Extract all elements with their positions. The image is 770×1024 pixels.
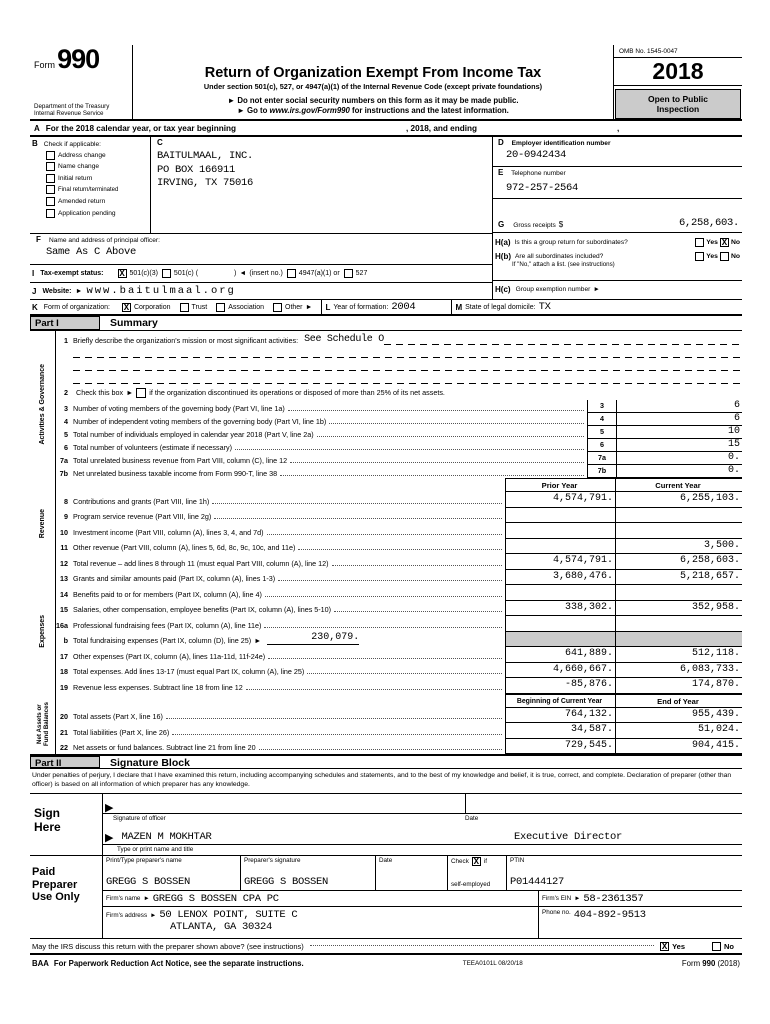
arrow-right-icon: ► <box>227 96 236 105</box>
line8-prior[interactable]: 4,574,791. <box>505 492 615 508</box>
line12-prior[interactable]: 4,574,791. <box>505 554 615 570</box>
checkbox-final-return[interactable]: Final return/terminated <box>46 185 150 194</box>
form-footer: BAA For Paperwork Reduction Act Notice, see the separate instructions. TEEA0101L 08/20/18 Form 990 (2018) <box>32 958 740 968</box>
line18-prior[interactable]: 4,660,667. <box>505 663 615 679</box>
status-501c3-checkbox[interactable]: X <box>119 269 125 279</box>
line-19: 19 Revenue less expenses. Subtract line 18 from line 12 -85,876. 174,870. <box>60 679 740 692</box>
line12-current[interactable]: 6,258,603. <box>615 554 742 570</box>
org-address1[interactable]: PO BOX 166911 <box>157 163 236 176</box>
form-header <box>30 45 742 121</box>
arrow-right-icon: ► <box>305 303 313 311</box>
line10-prior[interactable] <box>505 523 615 539</box>
discontinued-label: Check this box <box>76 388 124 397</box>
arrow-right-icon: ► <box>75 287 83 295</box>
hb-note: If "No," attach a list. (see instructions) <box>512 261 615 268</box>
line-17: 17 Other expenses (Part IX, column (A), lines 11a-11d, 11f-24e) 641,889. 512,118. <box>60 648 740 661</box>
discontinued-checkbox[interactable] <box>136 388 146 398</box>
letter-e: E <box>498 168 504 177</box>
firm-phone[interactable]: 404-892-9513 <box>573 909 646 921</box>
line19-prior[interactable]: -85,876. <box>505 678 615 694</box>
checkbox-name-change[interactable]: Name change <box>46 162 150 171</box>
checkbox-application-pending[interactable]: Application pending <box>46 209 150 218</box>
application-pending-checkbox[interactable] <box>46 209 55 218</box>
sign-here-block <box>30 793 742 856</box>
line13-prior[interactable]: 3,680,476. <box>505 570 615 586</box>
line-9: 9 Program service revenue (Part VIII, line 2g) <box>56 508 742 524</box>
line-14: 14 Benefits paid to or for members (Part IX, column (A), line 4) <box>56 585 742 601</box>
org-name[interactable]: BAITULMAAL, INC. <box>157 150 254 162</box>
line-16b: b Total fundraising expenses (Part IX, column (D), line 25) ► 230,079. <box>56 632 742 648</box>
gov-line-7a: 7a Total unrelated business revenue from Part VIII, column (C), line 12 7a 0. <box>60 452 740 465</box>
line14-current[interactable] <box>615 585 742 601</box>
expenses-side-label: Expenses <box>38 615 46 648</box>
sign-arrow-icon: ▶ <box>105 802 114 814</box>
balance-columns-header <box>56 694 742 708</box>
checkbox-amended-return[interactable]: Amended return <box>46 197 150 206</box>
status-4947-checkbox[interactable] <box>287 269 296 278</box>
mission-blank-line[interactable] <box>73 358 742 371</box>
gov-value-4[interactable]: 6 <box>617 413 742 426</box>
form-number: 990 <box>57 44 100 74</box>
domicile-label: State of legal domicile: <box>465 303 536 311</box>
phone-label: Telephone number <box>511 170 566 177</box>
phone-no-label: Phone no. <box>542 909 571 916</box>
gov-value-5[interactable]: 10 <box>617 426 742 439</box>
website-url[interactable]: www.baitulmaal.org <box>86 285 236 297</box>
letter-ha: H(a) <box>495 237 511 247</box>
treasury-line2: Internal Revenue Service <box>34 110 104 117</box>
letter-k: K <box>32 302 38 312</box>
arrow-right-icon: ► <box>237 106 245 115</box>
open-to-public-badge: Open to Public Inspection <box>615 89 741 119</box>
subordinates-label: Are all subordinates included? <box>515 253 604 260</box>
fundraising-expenses-value[interactable]: 230,079. <box>267 632 359 645</box>
line10-current[interactable] <box>615 523 742 539</box>
year-columns-header <box>56 478 742 492</box>
hb-no-checkbox[interactable] <box>720 252 729 261</box>
phone-value[interactable]: 972-257-2564 <box>506 182 579 194</box>
line-15: 15 Salaries, other compensation, employee benefits (Part IX, column (A), lines 5-10) 338,302. 352,958. <box>60 601 740 614</box>
gov-line-3: 3 Number of voting members of the governing body (Part VI, line 1a) 3 6 <box>64 400 740 413</box>
form-word: Form <box>34 60 55 70</box>
principal-officer-label: Name and address of principal officer: <box>48 237 160 244</box>
governance-side-label: Activities & Governance <box>38 364 46 445</box>
prior-year-header: Prior Year <box>505 478 615 492</box>
gov-line-5: 5 Total number of individuals employed in calendar year 2018 (Part V, line 2a) 5 10 <box>64 426 740 439</box>
line-18: 18 Total expenses. Add lines 13-17 (must equal Part IX, column (A), line 25) 4,660,667. 6,083,733. <box>60 663 740 676</box>
gov-line-7b: 7b Net unrelated business taxable income from Form 990-T, line 38 7b 0. <box>59 465 740 478</box>
date-label: Date <box>465 815 479 822</box>
principal-officer-box <box>30 233 492 264</box>
preparer-signature[interactable]: GREGG S BOSSEN <box>244 876 329 888</box>
form-990 <box>30 45 742 971</box>
line-12: 12 Total revenue – add lines 8 through 11 (must equal Part VIII, column (A), line 12) 4,574,791. 6,258,603. <box>60 555 740 568</box>
part1-label: Part I <box>30 316 100 330</box>
type-print-label: Type or print name and title <box>117 846 194 853</box>
tax-exempt-status-row: I Tax-exempt status: X 501(c)(3) 501(c) ( ) ◄ (insert no.) 4947(a)(1) or 527 <box>30 264 492 282</box>
net-assets-side-label: Net Assets or Fund Balances <box>35 701 50 746</box>
irs-discuss-label: May the IRS discuss this return with the preparer shown above? (see instructions) <box>32 941 304 951</box>
status-527-checkbox[interactable] <box>344 269 353 278</box>
form-number-block <box>30 45 132 119</box>
checkboxes-b <box>30 137 150 233</box>
letter-hc: H(c) <box>495 285 511 294</box>
firm-name[interactable]: GREGG S BOSSEN CPA PC <box>152 892 279 905</box>
hb-yes-checkbox[interactable] <box>695 252 704 261</box>
line-22: 22 Net assets or fund balances. Subtract line 21 from line 20 729,545. 904,415. <box>60 739 740 752</box>
line18-current[interactable]: 6,083,733. <box>615 663 742 679</box>
goto-text2: for instructions and the latest information. <box>352 106 509 115</box>
line16a-current[interactable] <box>615 616 742 632</box>
line-20: 20 Total assets (Part X, line 16) 764,132. 955,439. <box>60 708 740 721</box>
row-tax-year: A For the 2018 calendar year, or tax year beginning , 2018, and ending , <box>30 121 742 137</box>
group-return-label: Is this a group return for subordinates? <box>514 238 628 246</box>
line19-current[interactable]: 174,870. <box>615 678 742 694</box>
org-address-box <box>150 137 492 233</box>
ein-value[interactable]: 20-0942434 <box>506 149 567 161</box>
gov-value-7a[interactable]: 0. <box>617 452 742 465</box>
line21-end[interactable]: 51,024. <box>615 723 742 739</box>
preparer-date-label: Date <box>379 857 393 864</box>
line22-begin[interactable]: 729,545. <box>505 739 615 755</box>
part1-header <box>30 316 742 331</box>
ptin-label: PTIN <box>510 857 525 864</box>
part2-header <box>30 754 742 769</box>
form-of-org-label: Form of organization: <box>43 303 110 311</box>
line13-current[interactable]: 5,218,657. <box>615 570 742 586</box>
firm-address-label: Firm's address <box>106 911 148 919</box>
firm-ein-label: Firm's EIN <box>542 895 572 902</box>
firm-address2[interactable]: ATLANTA, GA 30324 <box>170 921 273 933</box>
initial-return-checkbox[interactable] <box>46 174 55 183</box>
line-21: 21 Total liabilities (Part X, line 26) 34,587. 51,024. <box>60 724 740 737</box>
revenue-side-label: Revenue <box>38 509 46 539</box>
entity-block <box>30 137 742 299</box>
org-corporation-checkbox[interactable]: X <box>123 302 130 313</box>
form-title: Return of Organization Exempt From Income Tax <box>204 65 542 81</box>
teea-code: TEEA0101L 08/20/18 <box>462 959 523 967</box>
letter-g: G <box>498 220 505 229</box>
ha-no-checkbox[interactable]: X <box>721 237 728 248</box>
ha-yes-checkbox[interactable] <box>695 238 704 247</box>
arrow-right-icon: ► <box>593 286 600 293</box>
sign-here-caption: Sign Here <box>34 806 61 834</box>
arrow-right-icon: ► <box>574 895 581 902</box>
line21-begin[interactable]: 34,587. <box>505 723 615 739</box>
year-formation-label: Year of formation: <box>333 303 389 311</box>
final-return-checkbox[interactable] <box>46 185 55 194</box>
line-13: 13 Grants and similar amounts paid (Part IX, column (A), lines 1-3) 3,680,476. 5,218,657. <box>60 570 740 583</box>
org-other-checkbox[interactable] <box>273 303 282 312</box>
arrow-right-icon: ► <box>126 388 134 397</box>
line16a-prior[interactable] <box>505 616 615 632</box>
sign-arrow-icon: ▶ <box>105 832 114 844</box>
paid-preparer-caption: Paid Preparer Use Only <box>32 866 80 903</box>
ssn-warning: Do not enter social security numbers on this form as it may be made public. <box>237 96 519 105</box>
letter-b: B <box>32 139 38 148</box>
line16b-prior-shaded <box>505 632 615 648</box>
letter-a: A <box>34 124 40 133</box>
preparer-name-label: Print/Type preparer's name <box>106 857 182 864</box>
form-subtitle: Under section 501(c), 527, or 4947(a)(1) of the Internal Revenue Code (except private foundations) <box>203 82 543 91</box>
address-change-checkbox[interactable] <box>46 151 55 160</box>
part2-title: Signature Block <box>110 757 190 769</box>
form-of-organization-row: K Form of organization: X Corporation Trust Association Other ► L Year of formation: 2004 M State of legal domicile: TX <box>30 299 742 316</box>
line11-prior[interactable] <box>505 539 615 555</box>
group-exemption-label: Group exemption number <box>515 286 591 293</box>
line15-prior[interactable]: 338,302. <box>505 601 615 617</box>
officer-title[interactable]: Executive Director <box>513 831 622 843</box>
letter-hb: H(b) <box>495 252 511 261</box>
mission-value[interactable]: See Schedule O <box>304 334 384 345</box>
firm-ein[interactable]: 58-2361357 <box>583 892 644 905</box>
beginning-year-header: Beginning of Current Year <box>505 694 615 708</box>
preparer-signature-label: Preparer's signature <box>244 857 301 864</box>
line-11: 11 Other revenue (Part VIII, column (A), lines 5, 6d, 8c, 9c, 10c, and 11e) 3,500. <box>60 539 740 552</box>
current-year-header: Current Year <box>615 478 742 492</box>
gov-line-6: 6 Total number of volunteers (estimate if necessary) 6 15 <box>64 439 740 452</box>
omb-number: OMB No. 1545-0047 <box>614 45 742 58</box>
website-row <box>30 282 492 299</box>
year-formation-value[interactable]: 2004 <box>391 301 416 313</box>
mission-blank-line[interactable] <box>73 345 742 358</box>
letter-f: F <box>36 235 41 244</box>
arrow-right-icon: ► <box>254 636 262 645</box>
ein-label: Employer identification number <box>511 140 611 147</box>
end-year-header: End of Year <box>615 694 742 708</box>
org-trust-checkbox[interactable] <box>180 303 189 312</box>
line9-current[interactable] <box>615 508 742 524</box>
domicile-value[interactable]: TX <box>538 301 551 313</box>
status-501c-checkbox[interactable] <box>162 269 171 278</box>
line17-prior[interactable]: 641,889. <box>505 647 615 663</box>
baa-label: BAA <box>32 958 49 968</box>
mission-blank-line[interactable] <box>73 371 742 384</box>
letter-l: L <box>325 302 331 312</box>
line11-current[interactable]: 3,500. <box>615 539 742 555</box>
website-label: Website: <box>42 287 72 295</box>
line20-begin[interactable]: 764,132. <box>505 708 615 724</box>
firm-name-label: Firm's name <box>106 895 141 902</box>
paperwork-notice: For Paperwork Reduction Act Notice, see the separate instructions. <box>53 958 304 968</box>
irs-discuss-yes-checkbox[interactable]: X <box>661 941 668 952</box>
amended-return-checkbox[interactable] <box>46 197 55 206</box>
officer-name[interactable]: MAZEN M MOKHTAR <box>121 831 212 843</box>
line9-prior[interactable] <box>505 508 615 524</box>
goto-text: Go to <box>247 106 268 115</box>
part1-title: Summary <box>110 317 158 329</box>
letter-m: M <box>455 302 463 312</box>
dollar-sign: $ <box>558 220 564 229</box>
tax-year-text: For the 2018 calendar year, or tax year beginning <box>45 124 236 133</box>
letter-i: I <box>32 269 35 278</box>
ptin-value[interactable]: P01444127 <box>510 876 565 888</box>
governance-section: Activities & Governance 1 Briefly describe the organization's mission or most significant activities: See Schedule O 2 Check this box ► if the organization discontinued its operations or disposed of more than 25% of its net assets. 3 Number of voting members of the governing body (Part VI, line 1a) 3 6 4 Number of independent voting members of the governing body (Part VI, line 1b) 4 6 5 Total number of individuals employed in calendar year 2018 (Part V, line 2a) 5 10 6 Total number of volunteers (estimate if necessary) 6 15 7a Total unrelated business revenue from Part VIII, column (C), line 12 7a 0. 7b Net unrelated business taxable income from Form 990-T, line 38 7b 0. <box>30 331 742 478</box>
check-if-applicable-label: Check if applicable: <box>43 141 101 148</box>
part2-label: Part II <box>30 756 100 768</box>
gross-receipts-value[interactable]: 6,258,603. <box>678 217 739 229</box>
gross-receipts-label: Gross receipts <box>513 222 556 229</box>
line8-current[interactable]: 6,255,103. <box>615 492 742 508</box>
line16b-current-shaded <box>615 632 742 648</box>
line14-prior[interactable] <box>505 585 615 601</box>
arrow-left-icon: ◄ <box>239 270 247 277</box>
letter-j: J <box>32 286 37 296</box>
gov-value-7b[interactable]: 0. <box>617 465 742 478</box>
mission-label: Briefly describe the organization's mission or most significant activities: <box>73 336 299 345</box>
line17-current[interactable]: 512,118. <box>615 647 742 663</box>
gov-value-3[interactable]: 6 <box>617 400 742 413</box>
line-10: 10 Investment income (Part VIII, column (A), lines 3, 4, and 7d) <box>56 523 742 539</box>
revenue-section <box>30 478 742 570</box>
org-association-checkbox[interactable] <box>216 303 225 312</box>
irs-url-link[interactable]: www.irs.gov/Form990 <box>269 106 350 115</box>
net-assets-section <box>30 694 742 755</box>
preparer-date-field[interactable] <box>379 888 444 889</box>
expenses-section <box>30 570 742 694</box>
irs-discuss-row: May the IRS discuss this return with the preparer shown above? (see instructions) X Yes No <box>30 939 742 955</box>
tax-year: 2018 <box>614 58 742 86</box>
org-address2[interactable]: IRVING, TX 75016 <box>157 177 254 189</box>
self-employed-label: self-employed <box>451 881 491 888</box>
gov-line-4: 4 Number of independent voting members of the governing body (Part VI, line 1b) 4 6 <box>64 413 740 426</box>
officer-date-field[interactable] <box>465 794 742 813</box>
line15-current[interactable]: 352,958. <box>615 601 742 617</box>
name-change-checkbox[interactable] <box>46 162 55 171</box>
perjury-statement: Under penalties of perjury, I declare that I have examined this return, including accompanying schedules and statements, and to the best of my knowledge and belief, it is true, correct, and complete. Declaration of preparer (other than officer) is based on all information of which preparer has any knowledge. <box>32 772 732 788</box>
treasury-line1: Department of the Treasury <box>34 103 110 110</box>
letter-c: C <box>157 138 163 147</box>
arrow-right-icon: ► <box>143 895 150 902</box>
line-8: 8 Contributions and grants (Part VIII, line 1h) 4,574,791. 6,255,103. <box>64 493 740 506</box>
gov-value-6[interactable]: 15 <box>617 439 742 452</box>
line20-end[interactable]: 955,439. <box>615 708 742 724</box>
line-16a: 16a Professional fundraising fees (Part IX, column (A), line 11e) <box>56 616 742 632</box>
form-title-block <box>132 45 614 119</box>
omb-block <box>614 45 742 119</box>
arrow-right-icon: ► <box>150 911 157 919</box>
checkbox-address-change[interactable]: Address change <box>46 151 150 160</box>
principal-officer-value[interactable]: Same As C Above <box>46 246 137 258</box>
line22-end[interactable]: 904,415. <box>615 739 742 755</box>
paid-preparer-block: Paid Preparer Use Only Print/Type preparer's name GREGG S BOSSEN Preparer's signature GREGG S BOSSEN Date Check X if self-employed PTIN P01444127 Firm's name ► GREGG S BOSSEN CPA PC Firm's EIN ► 58-2361357 Firm's address ► 50 LENOX POINT, SUITE C ATLANTA, GA 30324 Phone no. 404-892-9513 <box>30 856 742 939</box>
tax-exempt-label: Tax-exempt status: <box>40 270 104 277</box>
letter-d: D <box>498 138 504 147</box>
ein-phone-block: D Employer identification number 20-0942434 E Telephone number 972-257-2564 G Gross receipts $ 6,258,603. H(a) Is this a group return for subordinates? Yes X No H(b) Are all subordinates included? Yes No If "No," attach a list. (see instructions) H(c) Group exemption number ► <box>492 137 742 299</box>
signature-of-officer-label: Signature of officer <box>113 815 166 822</box>
irs-discuss-no-checkbox[interactable] <box>712 942 721 951</box>
self-employed-checkbox[interactable]: X <box>473 857 480 867</box>
firm-address1[interactable]: 50 LENOX POINT, SUITE C <box>159 909 298 921</box>
preparer-name[interactable]: GREGG S BOSSEN <box>106 876 191 888</box>
checkbox-initial-return[interactable]: Initial return <box>46 174 150 183</box>
